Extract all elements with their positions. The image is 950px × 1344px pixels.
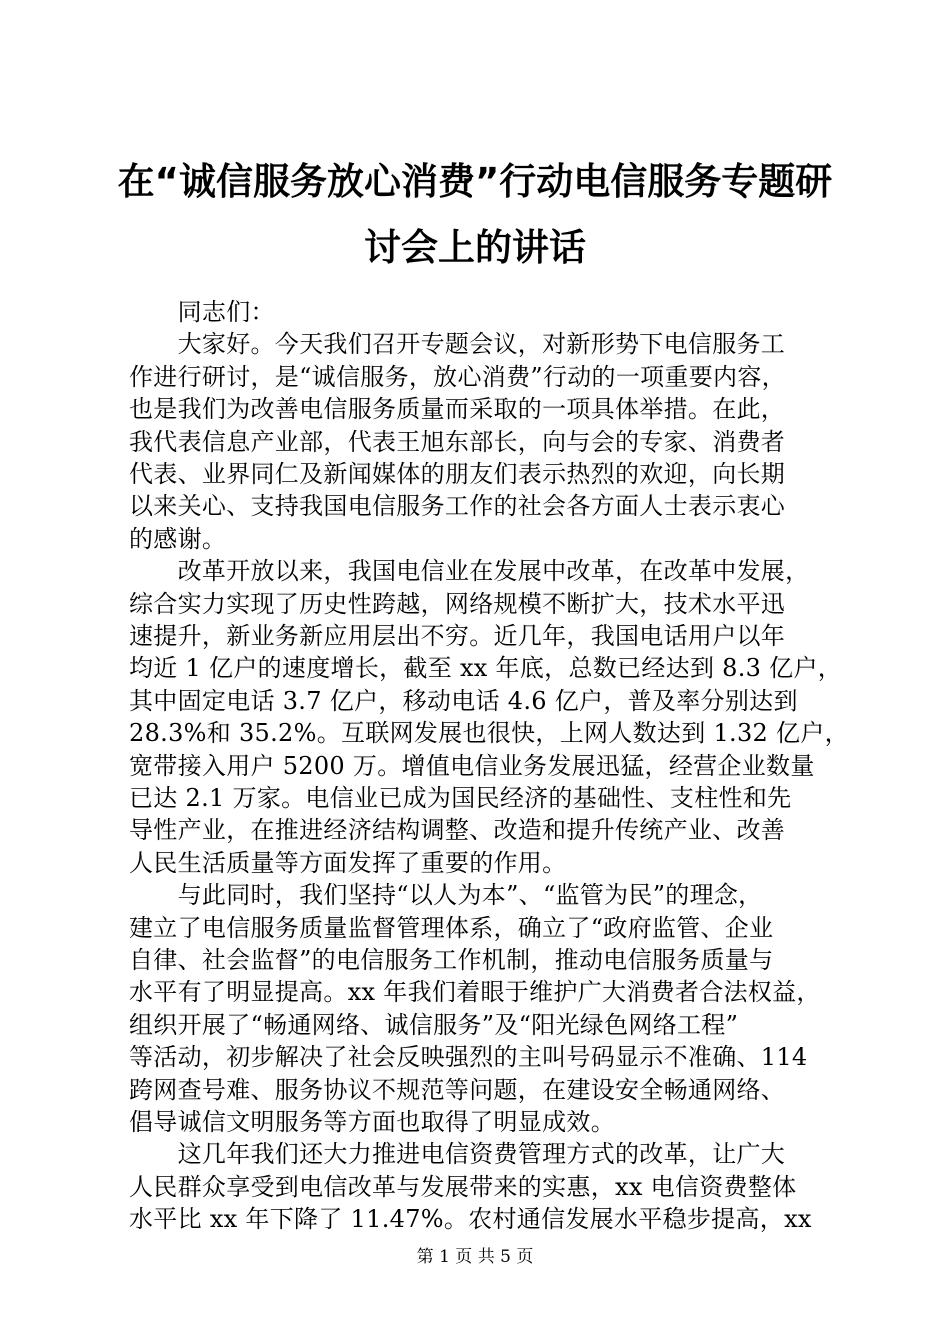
body-line: 大家好。今天我们召开专题会议，对新形势下电信服务工 (129, 330, 786, 359)
body-line: 跨网查号难、服务协议不规范等问题，在建设安全畅通网络、 (129, 1075, 786, 1104)
body-line: 代表、业界同仁及新闻媒体的朋友们表示热烈的欢迎，向长期 (129, 460, 786, 488)
body-line: 导性产业，在推进经济结构调整、改造和提升传统产业、改善 (129, 816, 786, 845)
body-line: 我代表信息产业部，代表王旭东部长，向与会的专家、消费者 (129, 427, 786, 456)
body-line: 人民生活质量等方面发挥了重要的作用。 (129, 848, 567, 877)
body-line: 也是我们为改善电信服务质量而采取的一项具体举措。在此， (129, 395, 786, 424)
body-line: 倡导诚信文明服务等方面也取得了明显成效。 (129, 1108, 615, 1136)
body-line: 人民群众享受到电信改革与发展带来的实惠，xx 电信资费整体 (129, 1172, 797, 1201)
body-line: 28.3%和 35.2%。互联网发展也很快，上网人数达到 1.32 亿户， (129, 719, 849, 748)
document-title-line-1: 在“诚信服务放心消费”行动电信服务专题研 (117, 160, 833, 203)
body-line: 宽带接入用户 5200 万。增值电信业务发展迅猛，经营企业数量 (129, 751, 815, 780)
body-line: 自律、社会监督”的电信服务工作机制，推动电信服务质量与 (129, 946, 774, 974)
body-line: 同志们： (129, 298, 275, 326)
body-line: 作进行研讨，是“诚信服务，放心消费”行动的一项重要内容， (129, 362, 786, 391)
body-line: 建立了电信服务质量监督管理体系，确立了“政府监管、企业 (129, 913, 774, 942)
body-line: 的感谢。 (129, 524, 227, 553)
body-line: 均近 1 亿户的速度增长，截至 xx 年底，总数已经达到 8.3 亿户， (129, 654, 843, 683)
body-line: 已达 2.1 万家。电信业已成为国民经济的基础性、支柱性和先 (129, 784, 792, 812)
body-line: 等活动，初步解决了社会反映强烈的主叫号码显示不准确、114 (129, 1043, 808, 1072)
body-line: 其中固定电话 3.7 亿户，移动电话 4.6 亿户，普及率分别达到 (129, 686, 798, 715)
body-line: 速提升，新业务新应用层出不穷。近几年，我国电话用户以年 (129, 622, 786, 650)
body-line: 组织开展了“畅通网络、诚信服务”及“阳光绿色网络工程” (129, 1010, 739, 1039)
body-line: 以来关心、支持我国电信服务工作的社会各方面人士表示衷心 (129, 492, 786, 521)
body-line: 综合实力实现了历史性跨越，网络规模不断扩大，技术水平迅 (129, 589, 786, 618)
body-line: 这几年我们还大力推进电信资费管理方式的改革，让广大 (129, 1140, 786, 1169)
body-line: 与此同时，我们坚持“以人为本”、“监管为民”的理念， (129, 881, 763, 910)
body-line: 水平比 xx 年下降了 11.47%。农村通信发展水平稳步提高，xx (129, 1205, 812, 1234)
body-line: 改革开放以来，我国电信业在发展中改革，在改革中发展， (129, 557, 810, 586)
document-title-line-2: 讨会上的讲话 (364, 226, 586, 269)
page-footer: 第 1 页 共 5 页 (416, 1247, 534, 1267)
body-line: 水平有了明显提高。xx 年我们着眼于维护广大消费者合法权益， (129, 978, 821, 1007)
